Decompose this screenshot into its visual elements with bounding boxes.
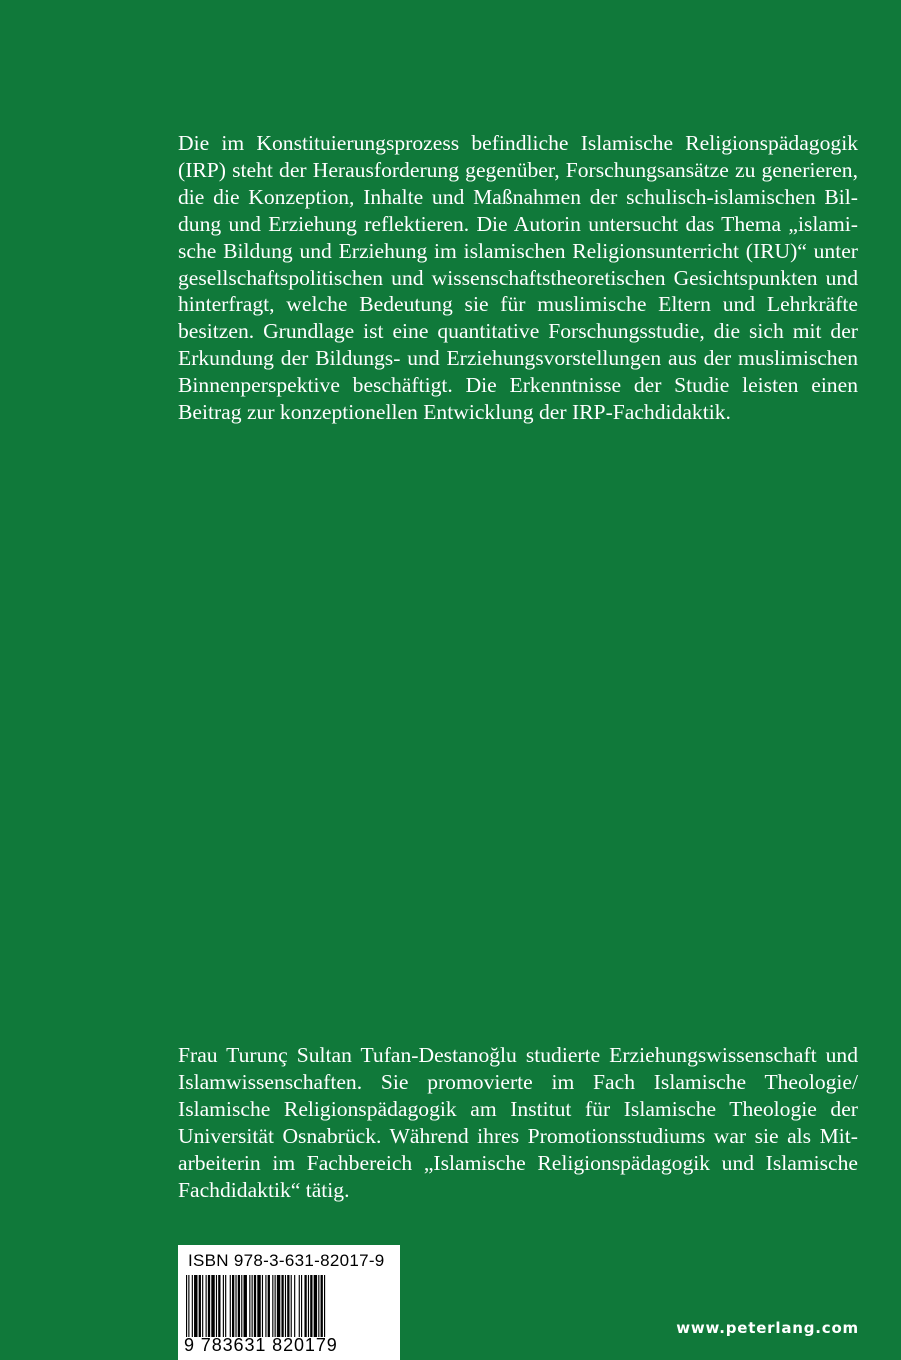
barcode-bar [257, 1275, 260, 1337]
publisher-website: www.peterlang.com [676, 1319, 859, 1337]
barcode-bar [206, 1275, 207, 1337]
barcode-bar [272, 1275, 273, 1337]
barcode-bar [277, 1275, 280, 1337]
barcode-bar [291, 1275, 292, 1337]
barcode-bar [232, 1275, 234, 1337]
barcode-bar [230, 1275, 231, 1337]
author-bio: Frau Turunç Sultan Tufan-Destanoğlu studierte Erziehungswissenschaft und Islamwissenschaften. Sie promovierte im Fach Islamische Theologie/ Islamische Religionspädagogik am Institut für Islamische Theologie der Universität Osnabrück. Während ihres Promotionsstudiums war sie als Mitarbeiterin im Fachbereich „Islamische Religionspädagogik und Islamische Fachdidaktik“ tätig. [178, 1043, 858, 1202]
barcode-bar [299, 1275, 300, 1337]
barcode-bar [249, 1275, 250, 1337]
barcode-bar [268, 1275, 270, 1337]
barcode-bar [301, 1275, 302, 1337]
barcode-bar [216, 1275, 217, 1337]
barcode-bar [252, 1275, 253, 1337]
barcode-bar [194, 1275, 197, 1337]
book-blurb: Die im Konstituierungsprozess befindliche Islamische Religionspädagogik (IRP) steht der Herausforderung gegenüber, Forschungsansätze zu generieren, die die Konzeption, Inhalte und Maßnahmen der schulisch-islamischen Bildung und Erziehung reflektieren. Die Autorin untersucht das Thema „islamische Bildung und Erziehung im islamischen Religionsunterricht (IRU)“ unter gesellschaftspolitischen und wissenschaftstheoretischen Gesichtspunkten und hinterfragt, welche Bedeutung sie für muslimische Eltern und Lehrkräfte besitzen. Grundlage ist eine quantitative Forschungsstudie, die sich mit der Erkundung der Bildungs- und Erziehungsvorstellungen aus der muslimischen Binnenperspektive beschäftigt. Die Erkenntnisse der Studie leisten einen Beitrag zur konzeptionellen Entwicklung der IRP-Fachdidaktik. [178, 131, 858, 425]
barcode-bar [188, 1275, 189, 1337]
barcode-bar [275, 1275, 276, 1337]
ean-digits: 9 783631 820179 [184, 1335, 338, 1355]
barcode-bar [254, 1275, 256, 1337]
barcode-bar [199, 1275, 201, 1337]
barcode-bar [235, 1275, 236, 1337]
barcode-bar [308, 1275, 309, 1337]
barcode-bar [223, 1275, 224, 1337]
barcode-bar [287, 1275, 289, 1337]
isbn-barcode [178, 1245, 400, 1360]
barcode-bar [314, 1275, 317, 1337]
barcode-bar [281, 1275, 283, 1337]
barcode-bar [324, 1275, 325, 1337]
barcode-bar [192, 1275, 193, 1337]
barcode-bar [294, 1275, 295, 1337]
barcode-bars [184, 1275, 394, 1337]
barcode-bar [304, 1275, 306, 1337]
isbn-label: ISBN 978-3-631-82017-9 [188, 1251, 385, 1270]
barcode-bar [186, 1275, 187, 1337]
barcode-bar [202, 1275, 203, 1337]
barcode-bar [321, 1275, 323, 1337]
barcode-bar [244, 1275, 247, 1337]
barcode-bar [262, 1275, 263, 1337]
barcode-bar [208, 1275, 210, 1337]
barcode-bar [211, 1275, 214, 1337]
barcode-bar [265, 1275, 266, 1337]
barcode-bar [218, 1275, 220, 1337]
barcode-bar [241, 1275, 242, 1337]
barcode-bar [238, 1275, 240, 1337]
barcode-bar [225, 1275, 226, 1337]
barcode-bar [310, 1275, 312, 1337]
barcode-bar [318, 1275, 319, 1337]
barcode-bar [285, 1275, 286, 1337]
